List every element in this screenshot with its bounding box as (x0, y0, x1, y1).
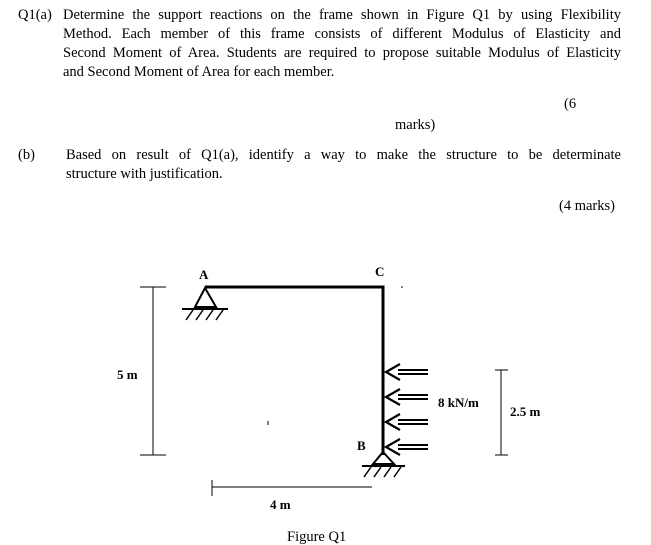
load-extent-dimension-label: 2.5 m (510, 404, 541, 419)
question-a-line-1: Determine the support reactions on the frame shown in Figure Q1 by using Flexibility (63, 7, 621, 23)
node-a-label: A (199, 267, 209, 282)
question-b-line-2: structure with justification. (66, 166, 223, 182)
node-b-label: B (357, 438, 366, 453)
load-arrow-3 (386, 414, 428, 430)
question-a-marks-open: (6 (564, 96, 577, 112)
node-c-label: C (375, 264, 385, 279)
pin-support-a (182, 288, 228, 320)
figure-caption: Figure Q1 (287, 529, 347, 545)
height-dimension-line (140, 287, 166, 455)
load-extent-dimension-line (495, 370, 508, 455)
question-a-line-3: Second Moment of Area. Students are required to propose suitable Modulus of Elasticity (63, 45, 621, 61)
span-dimension-label: 4 m (270, 497, 291, 512)
question-b-line-1: Based on result of Q1(a), identify a way to make the structure to be determinate (66, 147, 621, 163)
distributed-load-arrows (386, 364, 428, 455)
pin-support-b (362, 452, 405, 477)
load-arrow-1 (386, 364, 428, 380)
load-arrow-4 (386, 439, 428, 455)
question-b-marks: (4 marks) (559, 198, 615, 214)
question-b-label: (b) (18, 147, 35, 163)
height-dimension-label: 5 m (117, 367, 138, 382)
load-label: 8 kN/m (438, 395, 479, 410)
question-a-line-4: and Second Moment of Area for each member. (63, 64, 335, 80)
question-a-line-2: Method. Each member of this frame consists of different Modulus of Elasticity and (63, 26, 621, 42)
question-a-marks-close: marks) (395, 117, 436, 133)
span-dimension-line (212, 480, 372, 496)
load-arrow-2 (386, 389, 428, 405)
question-a-label: Q1(a) (18, 7, 52, 23)
